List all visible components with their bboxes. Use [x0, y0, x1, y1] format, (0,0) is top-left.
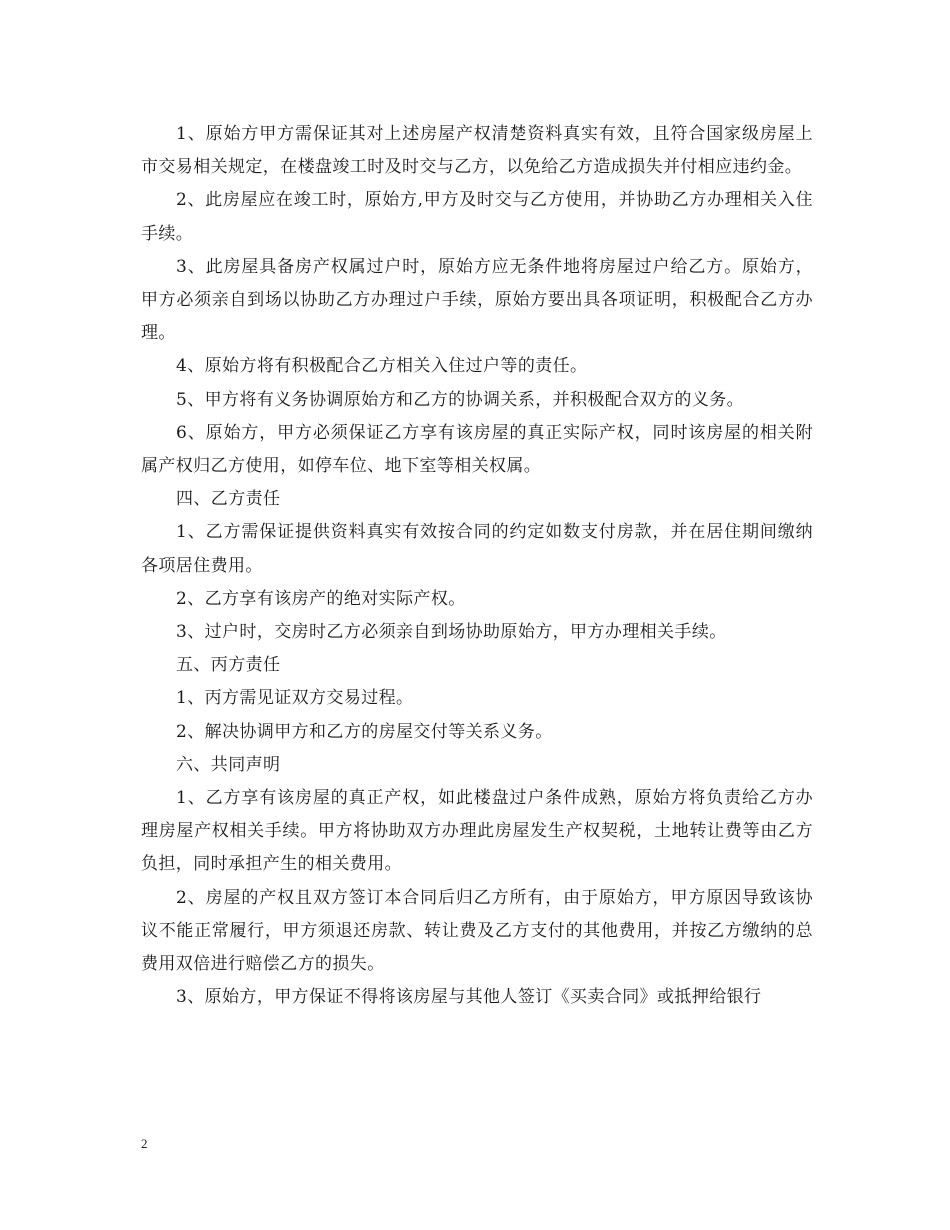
paragraph-party-c-clause-1: 1、丙方需见证双方交易过程。	[176, 688, 414, 709]
paragraph-seller-clause-1: 1、原始方甲方需保证其对上述房屋产权清楚资料真实有效，且符合国家级房屋上市交易相关规定，在楼盘竣工时及时交与乙方，以免给乙方造成损失并付相应违约金。	[141, 124, 813, 178]
paragraph-party-c-clause-2: 2、解决协调甲方和乙方的房屋交付等关系义务。	[176, 721, 553, 742]
section-heading-party-c: 五、丙方责任	[176, 655, 281, 676]
paragraph-seller-clause-3: 3、此房屋具备房产权属过户时，原始方应无条件地将房屋过户给乙方。原始方，甲方必须亲自到场以协助乙方办理过户手续，原始方要出具各项证明，积极配合乙方办理。	[141, 256, 813, 344]
paragraph-seller-clause-2: 2、此房屋应在竣工时，原始方,甲方及时交与乙方使用，并协助乙方办理相关入住手续。	[141, 190, 813, 244]
page-number: 2	[141, 1136, 148, 1151]
paragraph-joint-clause-1: 1、乙方享有该房屋的真正产权，如此楼盘过户条件成熟，原始方将负责给乙方办理房屋产权相关手续。甲方将协助双方办理此房屋发生产权契税，土地转让费等由乙方负担，同时承担产生的相关费用。	[141, 788, 813, 875]
paragraph-party-b-clause-2: 2、乙方享有该房产的绝对实际产权。	[176, 588, 466, 609]
section-heading-party-b: 四、乙方责任	[176, 489, 281, 510]
section-heading-joint-statement: 六、共同声明	[176, 754, 281, 775]
paragraph-party-b-clause-1: 1、乙方需保证提供资料真实有效按合同的约定如数支付房款，并在居住期间缴纳各项居住费用。	[141, 522, 813, 576]
paragraph-seller-clause-4: 4、原始方将有积极配合乙方相关入住过户等的责任。	[176, 356, 588, 377]
paragraph-party-b-clause-3: 3、过户时，交房时乙方必须亲自到场协助原始方，甲方办理相关手续。	[176, 622, 727, 643]
paragraph-joint-clause-3: 3、原始方，甲方保证不得将该房屋与其他人签订《买卖合同》或抵押给银行	[176, 987, 762, 1008]
paragraph-joint-clause-2: 2、房屋的产权且双方签订本合同后归乙方所有，由于原始方，甲方原因导致该协议不能正常履行，甲方须退还房款、转让费及乙方支付的其他费用，并按乙方缴纳的总费用双倍进行赔偿乙方的损失。	[141, 887, 813, 975]
paragraph-seller-clause-6: 6、原始方，甲方必须保证乙方享有该房屋的真正实际产权，同时该房屋的相关附属产权归乙方使用，如停车位、地下室等相关权属。	[141, 422, 813, 477]
document-body	[141, 118, 813, 1014]
paragraph-seller-clause-5: 5、甲方将有义务协调原始方和乙方的协调关系，并积极配合双方的义务。	[176, 389, 745, 410]
